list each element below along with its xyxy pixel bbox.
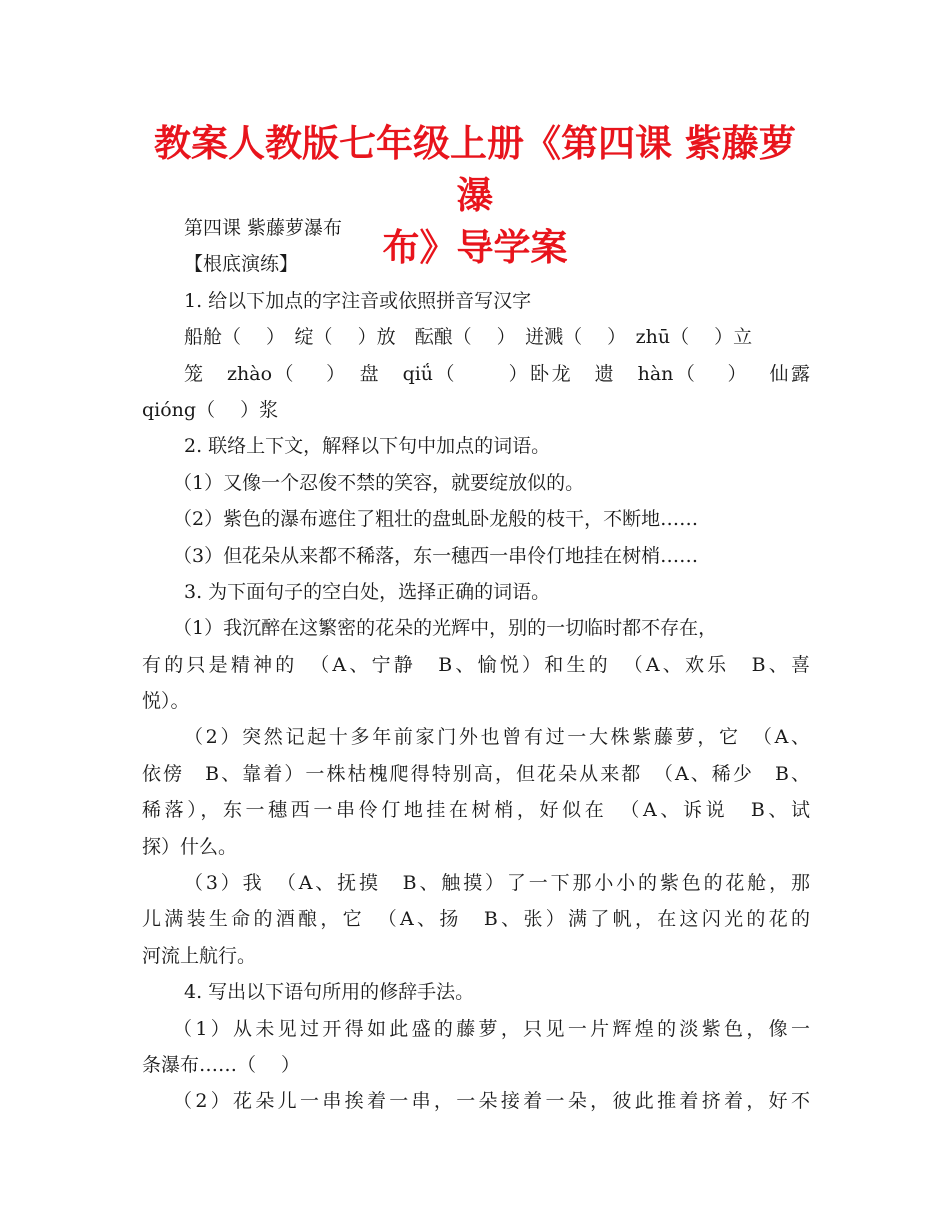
question-2: 2. 联络上下文，解释以下句中加点的词语。 — [184, 435, 551, 458]
question-3-item-2-line-1: （2）突然记起十多年前家门外也曾有过一大株紫藤萝，它 （A、 — [184, 726, 810, 749]
section-heading-basics: 【根底演练】 — [184, 253, 299, 276]
question-4-item-1-line-2: 条瀑布……（ ） — [142, 1053, 301, 1076]
question-3-item-3-line-3: 河流上航行。 — [142, 944, 257, 967]
question-3-item-3-line-2: 儿满装生命的酒酿，它 （A、扬 B、张）满了帆，在这闪光的花的 — [142, 908, 810, 931]
question-4-item-1-line-1: （1）从未见过开得如此盛的藤萝，只见一片辉煌的淡紫色，像一 — [173, 1017, 810, 1040]
question-2-item-1: （1）又像一个忍俊不禁的笑容，就要绽放似的。 — [173, 471, 585, 494]
question-1-line-1: 船舱（ ） 绽（ ）放 酝酿（ ） 迸溅（ ） zhū（ ）立 — [184, 326, 753, 349]
question-1: 1. 给以下加点的字注音或依照拼音写汉字 — [184, 289, 532, 312]
question-1-line-2: 笼 zhào（ ） 盘 qiǘ（ ）卧龙 遗 hàn（ ） 仙露 — [184, 362, 810, 385]
question-3-item-2-line-2: 依傍 B、靠着）一株枯槐爬得特别高，但花朵从来都 （A、稀少 B、 — [142, 762, 810, 785]
question-3-item-2-line-3: 稀落），东一穗西一串伶仃地挂在树梢，好似在 （A、诉说 B、试 — [142, 799, 810, 822]
question-2-item-3: （3）但花朵从来都不稀落，东一穗西一串伶仃地挂在树梢…… — [173, 544, 699, 567]
question-3-item-1-line-2: 有的只是精神的 （A、宁静 B、愉悦）和生的 （A、欢乐 B、喜 — [142, 653, 810, 676]
question-3-item-2-line-4: 探）什么。 — [142, 835, 238, 858]
lesson-heading: 第四课 紫藤萝瀑布 — [184, 217, 343, 239]
question-4-item-2-line-1: （2）花朵儿一串挨着一串，一朵接着一朵，彼此推着挤着，好不 — [173, 1090, 810, 1113]
question-3-item-1-line-1: （1）我沉醉在这繁密的花朵的光辉中，别的一切临时都不存在， — [173, 617, 718, 640]
question-2-item-2: （2）紫色的瀑布遮住了粗壮的盘虬卧龙般的枝干，不断地…… — [173, 508, 699, 531]
question-3: 3. 为下面句子的空白处，选择正确的词语。 — [184, 580, 551, 603]
question-1-line-3: qióng（ ）浆 — [142, 398, 279, 421]
question-4: 4. 写出以下语句所用的修辞手法。 — [184, 981, 475, 1004]
title-line-2: 布》导学案 — [382, 226, 568, 269]
document-body — [142, 210, 810, 1120]
question-3-item-3-line-1: （3）我 （A、抚摸 B、触摸）了一下那小小的紫色的花舱，那 — [184, 872, 810, 895]
title-line-1: 教案人教版七年级上册《第四课 紫藤萝瀑 — [154, 122, 796, 217]
question-3-item-1-line-3: 悦）。 — [142, 690, 190, 713]
